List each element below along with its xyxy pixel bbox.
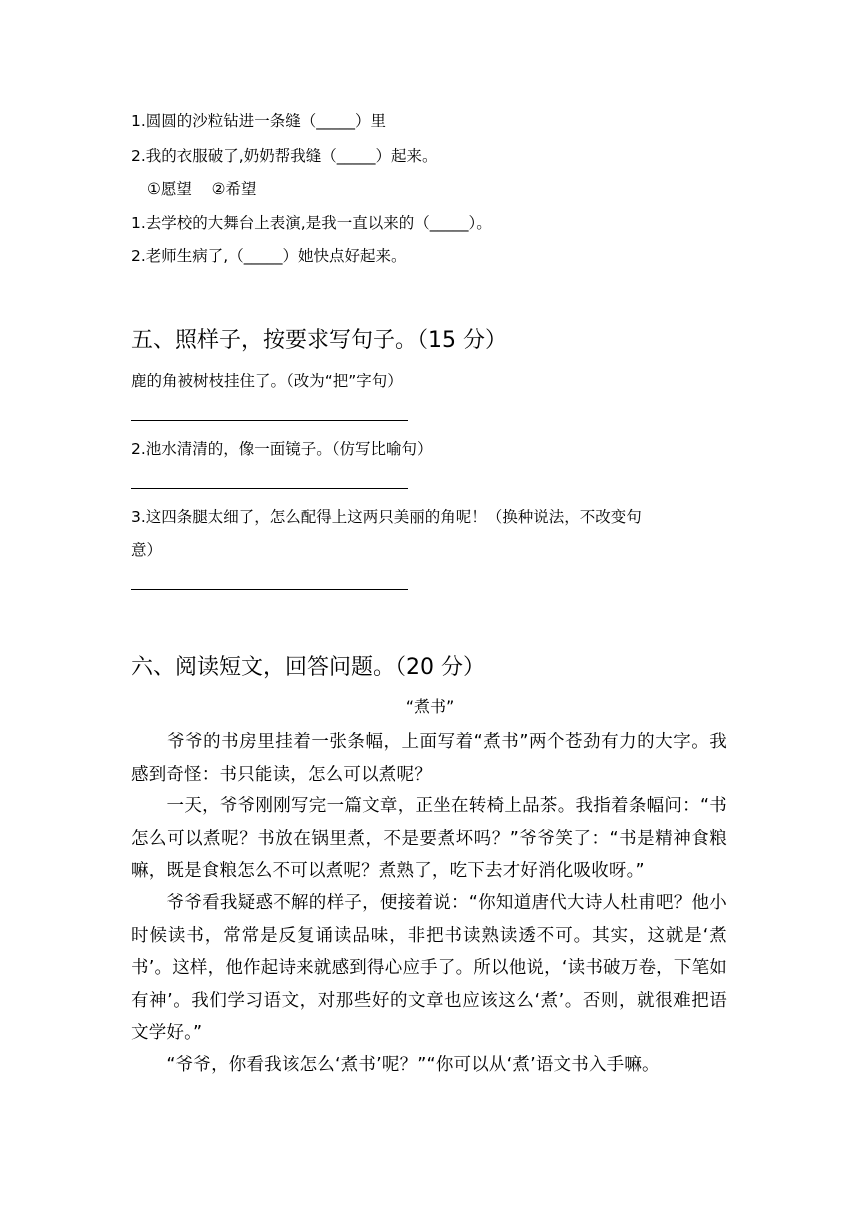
question-text: 1.圆圆的沙粒钻进一条缝（_____）里	[131, 112, 387, 130]
question-text: 1.去学校的大舞台上表演,是我一直以来的（_____）。	[131, 214, 492, 232]
question-text: 2.老师生病了,（_____）她快点好起来。	[131, 247, 407, 265]
passage-paragraph: 一天，爷爷刚刚写完一篇文章，正坐在转椅上品茶。我指着条幅问：“书怎么可以煮呢？书放在锅里煮，不是要煮坏吗？”爷爷笑了：“书是精神食粮嘛，既是食粮怎么不可以煮呢？煮熟了，吃下去才好消化吸收呀。”	[131, 796, 727, 881]
question-text: 3.这四条腿太细了，怎么配得上这两只美丽的角呢！（换种说法，不改变句	[131, 508, 642, 526]
passage-paragraph: “爷爷，你看我该怎么‘煮书’呢？”“你可以从‘煮’语文书入手嘛。	[131, 1055, 660, 1075]
option-list: ①愿望 ②希望	[147, 180, 257, 198]
question-text: 鹿的角被树枝挂住了。（改为“把”字句）	[131, 372, 403, 390]
passage-title: “煮书”	[405, 697, 455, 716]
answer-line[interactable]	[131, 420, 408, 421]
question-text: 意）	[131, 541, 163, 559]
question-text: 2.我的衣服破了,奶奶帮我缝（_____）起来。	[131, 147, 438, 165]
question-text: 2.池水清清的，像一面镜子。（仿写比喻句）	[131, 440, 433, 458]
section-heading: 五、照样子，按要求写句子。（15 分）	[131, 328, 507, 353]
section-heading: 六、阅读短文，回答问题。（20 分）	[131, 655, 485, 680]
answer-line[interactable]	[131, 589, 408, 590]
answer-line[interactable]	[131, 488, 408, 489]
passage-paragraph: 爷爷的书房里挂着一张条幅，上面写着“煮书”两个苍劲有力的大字。我感到奇怪：书只能读，怎么可以煮呢？	[131, 732, 727, 785]
passage-paragraph: 爷爷看我疑惑不解的样子，便接着说：“你知道唐代大诗人杜甫吧？他小时候读书，常常是反复诵读品味，非把书读熟读透不可。其实，这就是‘煮书’。这样，他作起诗来就感到得心应手了。所以他说，‘读书破万卷，下笔如有神’。我们学习语文，对那些好的文章也应该这么‘煮’。否则，就很难把语文学好。”	[131, 893, 727, 1043]
